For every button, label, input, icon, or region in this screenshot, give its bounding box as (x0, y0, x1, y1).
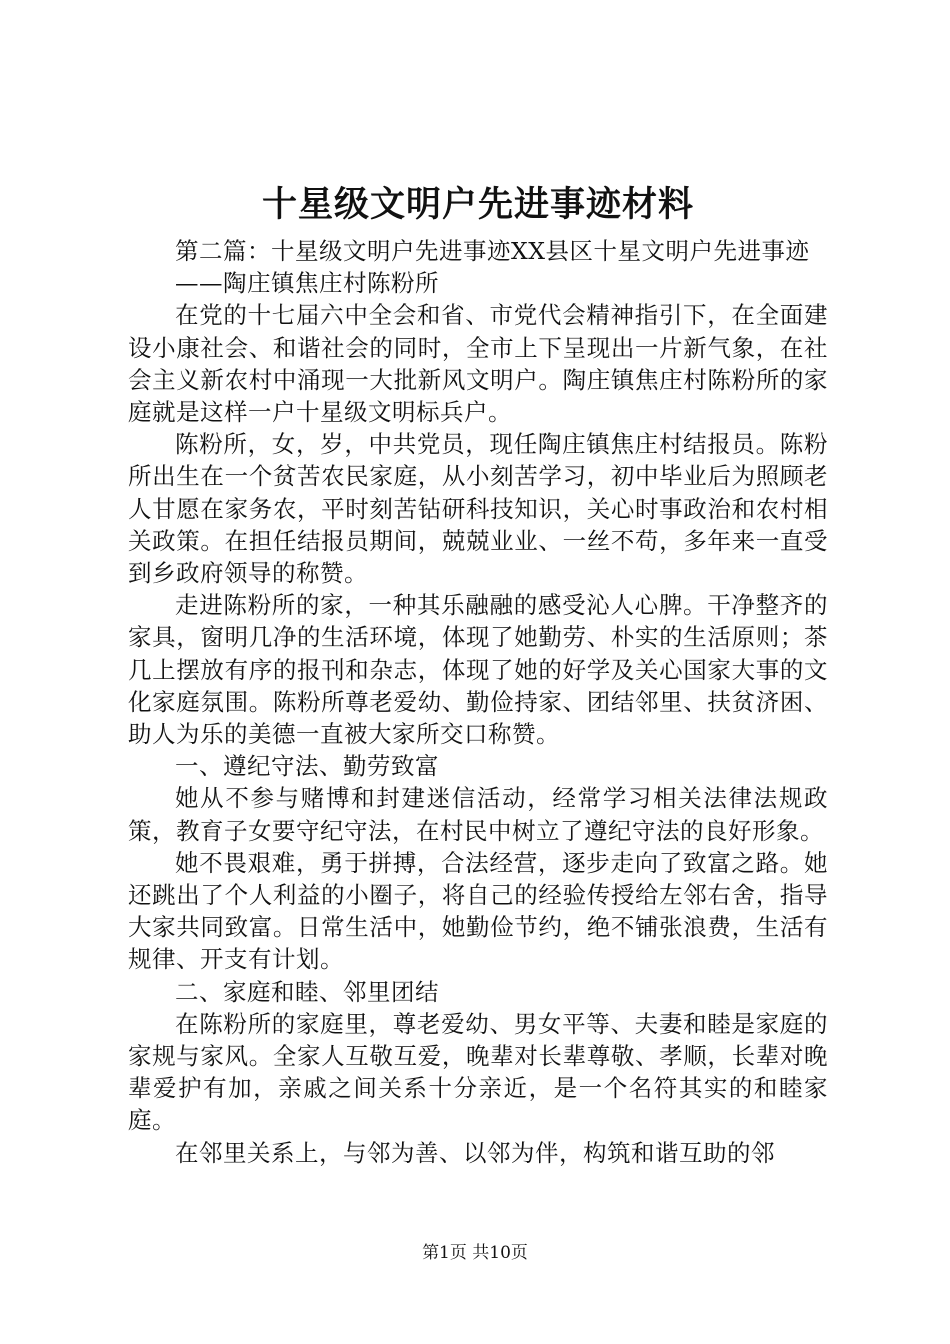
body-paragraph: 她从不参与赌博和封建迷信活动，经常学习相关法律法规政策，教育子女要守纪守法，在村民中树立了遵纪守法的良好形象。 (128, 784, 828, 845)
body-paragraph: 走进陈粉所的家，一种其乐融融的感受沁人心脾。干净整齐的家具，窗明几净的生活环境，体现了她勤劳、朴实的生活原则；茶几上摆放有序的报刊和杂志，体现了她的好学及关心国家大事的文化家庭氛围。陈粉所尊老爱幼、勤俭持家、团结邻里、扶贫济困、助人为乐的美德一直被大家所交口称赞。 (128, 591, 828, 749)
section-heading-1: 一、遵纪守法、勤劳致富 (175, 752, 439, 781)
subtitle-paragraph: 第二篇：十星级文明户先进事迹XX县区十星文明户先进事迹 (175, 237, 810, 265)
document-title: 十星级文明户先进事迹材料 (261, 184, 694, 225)
body-paragraph: 在邻里关系上，与邻为善、以邻为伴，构筑和谐互助的邻 (175, 1138, 775, 1167)
section-heading-2: 二、家庭和睦、邻里团结 (175, 977, 439, 1006)
body-paragraph: 陈粉所，女，岁，中共党员，现任陶庄镇焦庄村结报员。陈粉所出生在一个贫苦农民家庭，从小刻苦学习，初中毕业后为照顾老人甘愿在家务农，平时刻苦钻研科技知识，关心时事政治和农村相关政策。在担任结报员期间，兢兢业业、一丝不苟，多年来一直受到乡政府领导的称赞。 (128, 430, 828, 588)
body-paragraph: 在陈粉所的家庭里，尊老爱幼、男女平等、夫妻和睦是家庭的家规与家风。全家人互敬互爱，晚辈对长辈尊敬、孝顺，长辈对晚辈爱护有加，亲戚之间关系十分亲近，是一个名符其实的和睦家庭。 (128, 1009, 828, 1135)
byline: ——陶庄镇焦庄村陈粉所 (175, 269, 439, 298)
page-footer: 第1页 共10页 (422, 1243, 528, 1263)
body-paragraph: 她不畏艰难，勇于拼搏，合法经营，逐步走向了致富之路。她还跳出了个人利益的小圈子，将自己的经验传授给左邻右舍，指导大家共同致富。日常生活中，她勤俭节约，绝不铺张浪费，生活有规律、开支有计划。 (128, 848, 828, 974)
document-page (128, 180, 828, 1169)
body-paragraph: 在党的十七届六中全会和省、市党代会精神指引下，在全面建设小康社会、和谐社会的同时，全市上下呈现出一片新气象，在社会主义新农村中涌现一大批新风文明户。陶庄镇焦庄村陈粉所的家庭就是这样一户十星级文明标兵户。 (128, 301, 828, 427)
